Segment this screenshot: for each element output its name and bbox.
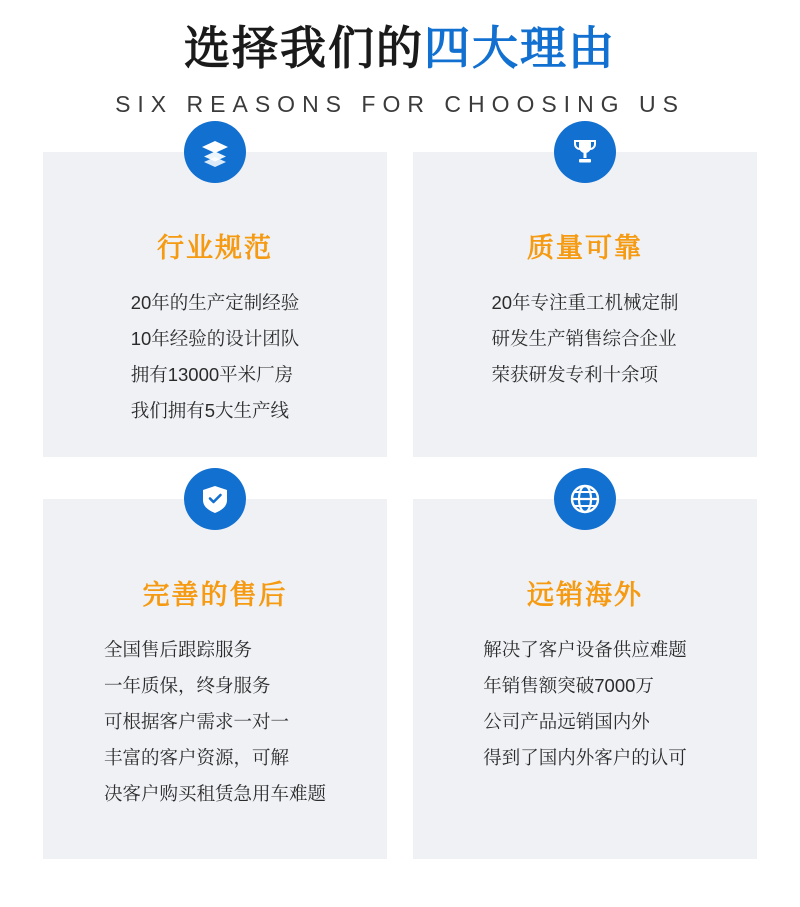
reasons-grid bbox=[43, 152, 757, 859]
reason-line: 20年专注重工机械定制 bbox=[491, 291, 679, 313]
reason-card-2 bbox=[413, 152, 757, 457]
reason-line: 决客户购买租赁急用车难题 bbox=[103, 783, 326, 805]
reason-line: 丰富的客户资源，可解 bbox=[103, 747, 289, 769]
layers-icon bbox=[184, 121, 246, 183]
reason-line: 20年的生产定制经验 bbox=[130, 291, 300, 313]
globe-icon bbox=[554, 468, 616, 530]
page-title bbox=[0, 22, 800, 75]
reason-line: 一年质保，终身服务 bbox=[103, 674, 271, 696]
reason-line: 拥有13000平米厂房 bbox=[130, 364, 294, 386]
reason-card-title: 远销海外 bbox=[527, 579, 643, 610]
reason-card-3 bbox=[43, 499, 387, 859]
reason-line: 公司产品远销国内外 bbox=[483, 711, 650, 733]
reason-line: 解决了客户设备供应难题 bbox=[483, 638, 687, 660]
reason-line: 可根据客户需求一对一 bbox=[103, 711, 289, 733]
reason-line: 得到了国内外客户的认可 bbox=[483, 747, 687, 769]
reason-card-lines bbox=[131, 285, 300, 429]
reason-card-title: 行业规范 bbox=[157, 232, 273, 263]
reason-line: 全国售后跟踪服务 bbox=[103, 638, 252, 660]
shield-check-icon bbox=[184, 468, 246, 530]
reason-card-title: 完善的售后 bbox=[142, 579, 288, 610]
trophy-icon bbox=[554, 121, 616, 183]
reason-line: 荣获研发专利十余项 bbox=[491, 364, 658, 386]
reason-card-lines bbox=[104, 632, 326, 812]
reason-line: 我们拥有5大生产线 bbox=[130, 400, 289, 422]
reason-card-lines bbox=[483, 632, 687, 776]
reason-line: 年销售额突破7000万 bbox=[483, 674, 654, 696]
page-title-accent: 四大理由 bbox=[424, 22, 616, 74]
reason-card-title: 质量可靠 bbox=[527, 232, 643, 263]
page-title-main: 选择我们的 bbox=[184, 22, 424, 74]
reason-card-4 bbox=[413, 499, 757, 859]
reason-line: 10年经验的设计团队 bbox=[130, 327, 300, 349]
page-subtitle: SIX REASONS FOR CHOOSING US bbox=[115, 90, 685, 117]
reason-card-lines bbox=[491, 285, 678, 393]
page-header bbox=[0, 0, 800, 118]
reason-line: 研发生产销售综合企业 bbox=[491, 327, 677, 349]
reason-card-1 bbox=[43, 152, 387, 457]
